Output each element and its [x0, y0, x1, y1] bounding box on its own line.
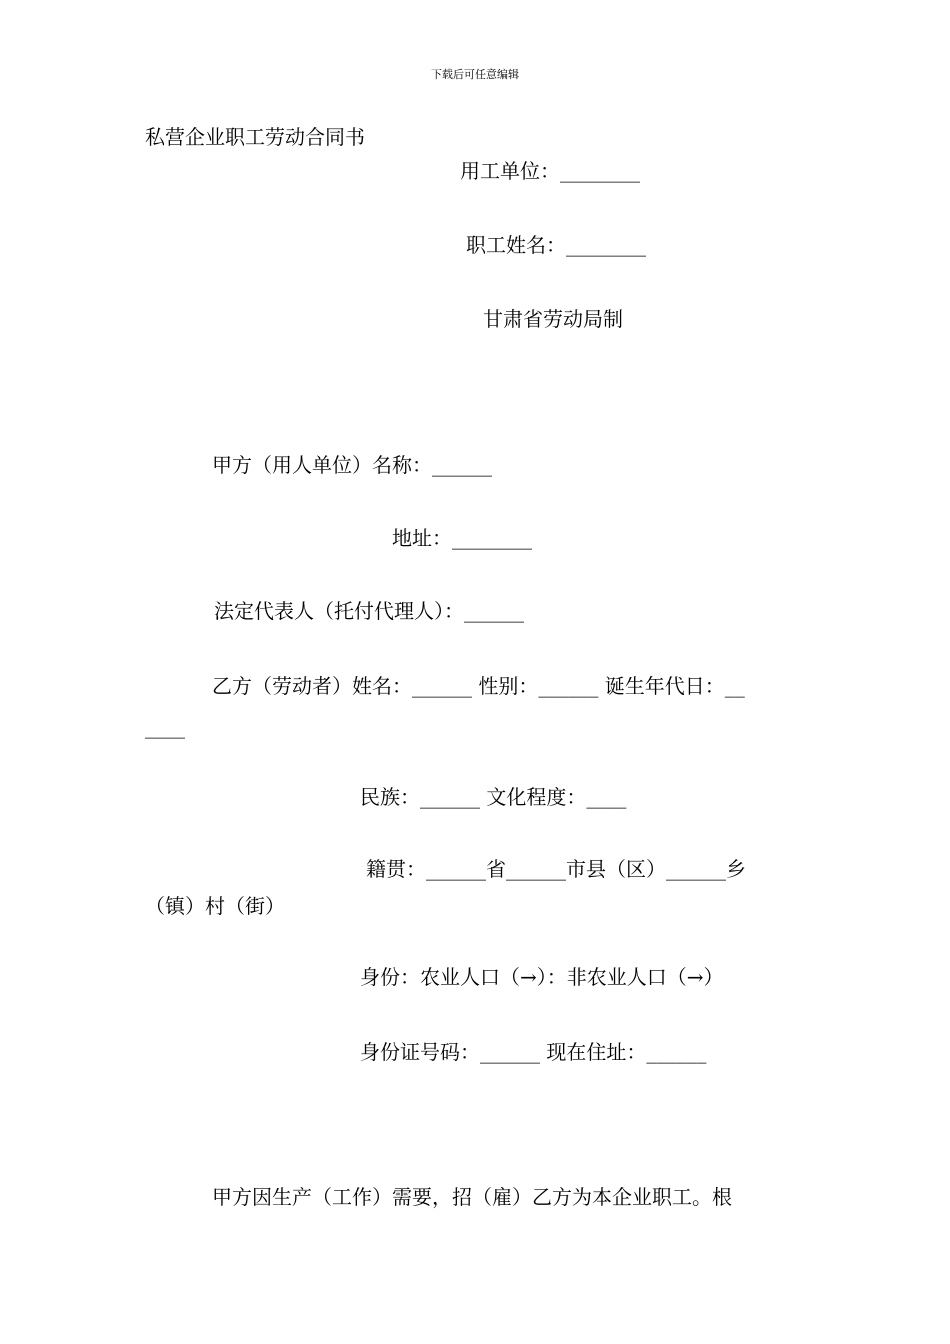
- issuer-text: 甘肃省劳动局制: [483, 307, 623, 331]
- contract-body-start: 甲方因生产（工作）需要，招（雇）乙方为本企业职工。根: [212, 1185, 732, 1209]
- ethnicity-education-field: 民族：______ 文化程度：____: [360, 785, 627, 809]
- native-place-line1: 籍贯：______省______市县（区）______乡: [366, 857, 746, 881]
- party-b-info-line2: ____: [145, 715, 185, 739]
- address-field: 地址：________: [392, 526, 532, 550]
- page-header-note: 下载后可任意编辑: [431, 68, 519, 81]
- employer-unit-field: 用工单位：________: [460, 159, 640, 183]
- employee-name-field: 职工姓名：________: [466, 233, 646, 257]
- id-number-address-field: 身份证号码：______ 现在住址：______: [360, 1040, 707, 1064]
- identity-type-field: 身份：农业人口（→）：非农业人口（→）: [360, 965, 724, 989]
- legal-representative-field: 法定代表人（托付代理人）：______: [214, 599, 524, 623]
- native-place-line2: （镇）村（街）: [145, 894, 285, 918]
- document-title: 私营企业职工劳动合同书: [145, 125, 365, 149]
- party-a-name-field: 甲方（用人单位）名称：______: [212, 453, 492, 477]
- party-b-info-line1: 乙方（劳动者）姓名：______ 性别：______ 诞生年代日：__: [212, 674, 745, 698]
